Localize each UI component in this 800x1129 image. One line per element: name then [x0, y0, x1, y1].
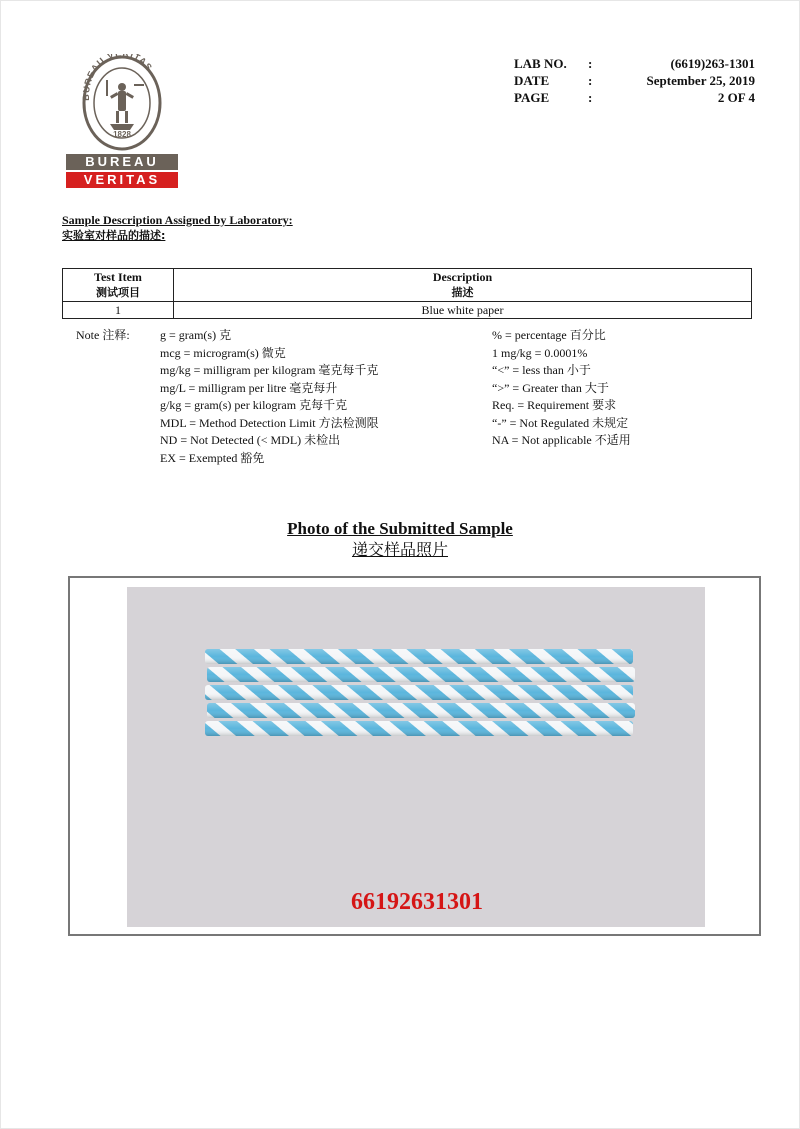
paper-straw-shading	[205, 721, 633, 736]
sample-description-table	[62, 268, 752, 319]
note-item: NA = Not applicable 不适用	[492, 433, 631, 447]
date-row	[514, 72, 755, 89]
sample-description-title	[62, 213, 293, 243]
table-header-row	[63, 269, 752, 302]
note-item: “<” = less than 小于	[492, 363, 591, 377]
page-value: 2 OF 4	[717, 90, 755, 105]
photo-title-zh: 递交样品照片	[351, 540, 448, 559]
note-item: “-” = Not Regulated 未规定	[492, 415, 629, 430]
header-test-item-zh: 测试项目	[96, 286, 140, 299]
paper-straw-shading	[207, 667, 635, 682]
note-item: mcg = microgram(s) 微克	[160, 345, 286, 360]
note-item: “>” = Greater than 大于	[492, 380, 609, 395]
logo-wordmark-line2: VERITAS	[66, 172, 178, 188]
sample-description-title-en: Sample Description Assigned by Laboratory:	[62, 213, 293, 227]
lab-no-row	[514, 55, 755, 72]
header-test-item-en: Test Item	[94, 270, 142, 284]
sample-id-label: 66192631301	[351, 889, 483, 915]
lab-no-value: (6619)263-1301	[670, 56, 755, 71]
table-cell-description: Blue white paper	[174, 302, 752, 319]
straws-group	[205, 649, 635, 736]
table-header-description	[174, 269, 752, 302]
note-item: mg/kg = milligram per kilogram 毫克每千克	[160, 363, 379, 377]
date-label: DATE	[514, 73, 550, 88]
notes-label: Note 注释:	[76, 328, 130, 342]
logo-wordmark	[66, 154, 178, 188]
note-item: g/kg = gram(s) per kilogram 克每千克	[160, 398, 348, 412]
lab-no-label: LAB NO.	[514, 56, 567, 71]
bureau-veritas-logo	[66, 54, 178, 188]
colon: :	[588, 56, 593, 71]
notes-left-column	[160, 327, 480, 467]
colon: :	[588, 73, 593, 88]
note-item: mg/L = milligram per litre 毫克每升	[160, 380, 338, 395]
paper-straw-shading	[205, 649, 633, 664]
note-item: MDL = Method Detection Limit 方法检测限	[160, 415, 379, 430]
note-item: % = percentage 百分比	[492, 328, 606, 342]
photo-section-title	[0, 518, 800, 560]
sample-photo	[127, 587, 705, 927]
note-item: 1 mg/kg = 0.0001%	[492, 345, 588, 360]
table-row	[63, 302, 752, 319]
svg-text:BUREAU VERITAS: BUREAU V ITAS	[80, 54, 155, 101]
report-header-info	[514, 55, 755, 106]
page-row	[514, 89, 755, 106]
header-description-zh: 描述	[451, 286, 474, 299]
page-label: PAGE	[514, 90, 550, 105]
sample-description-title-zh: 实验室对样品的描述:	[62, 229, 166, 242]
note-item: ND = Not Detected (< MDL) 未检出	[160, 433, 341, 447]
note-item: EX = Exempted 豁免	[160, 450, 265, 465]
colon: :	[588, 90, 593, 105]
paper-straws-image	[127, 587, 705, 927]
header-description-en: Description	[432, 270, 493, 284]
table-header-test-item	[63, 269, 174, 302]
note-item: Req. = Requirement 要求	[492, 398, 617, 412]
photo-title-en: Photo of the Submitted Sample	[287, 519, 513, 538]
photo-frame	[68, 576, 761, 936]
paper-straw-shading	[207, 703, 635, 718]
table-cell-item: 1	[63, 302, 174, 319]
logo-year: 1828	[113, 130, 131, 139]
paper-straw-shading	[205, 685, 633, 700]
notes-right-column	[492, 327, 772, 450]
logo-wordmark-line1: BUREAU	[66, 154, 178, 170]
date-value: September 25, 2019	[646, 73, 755, 88]
note-item: g = gram(s) 克	[160, 328, 232, 342]
